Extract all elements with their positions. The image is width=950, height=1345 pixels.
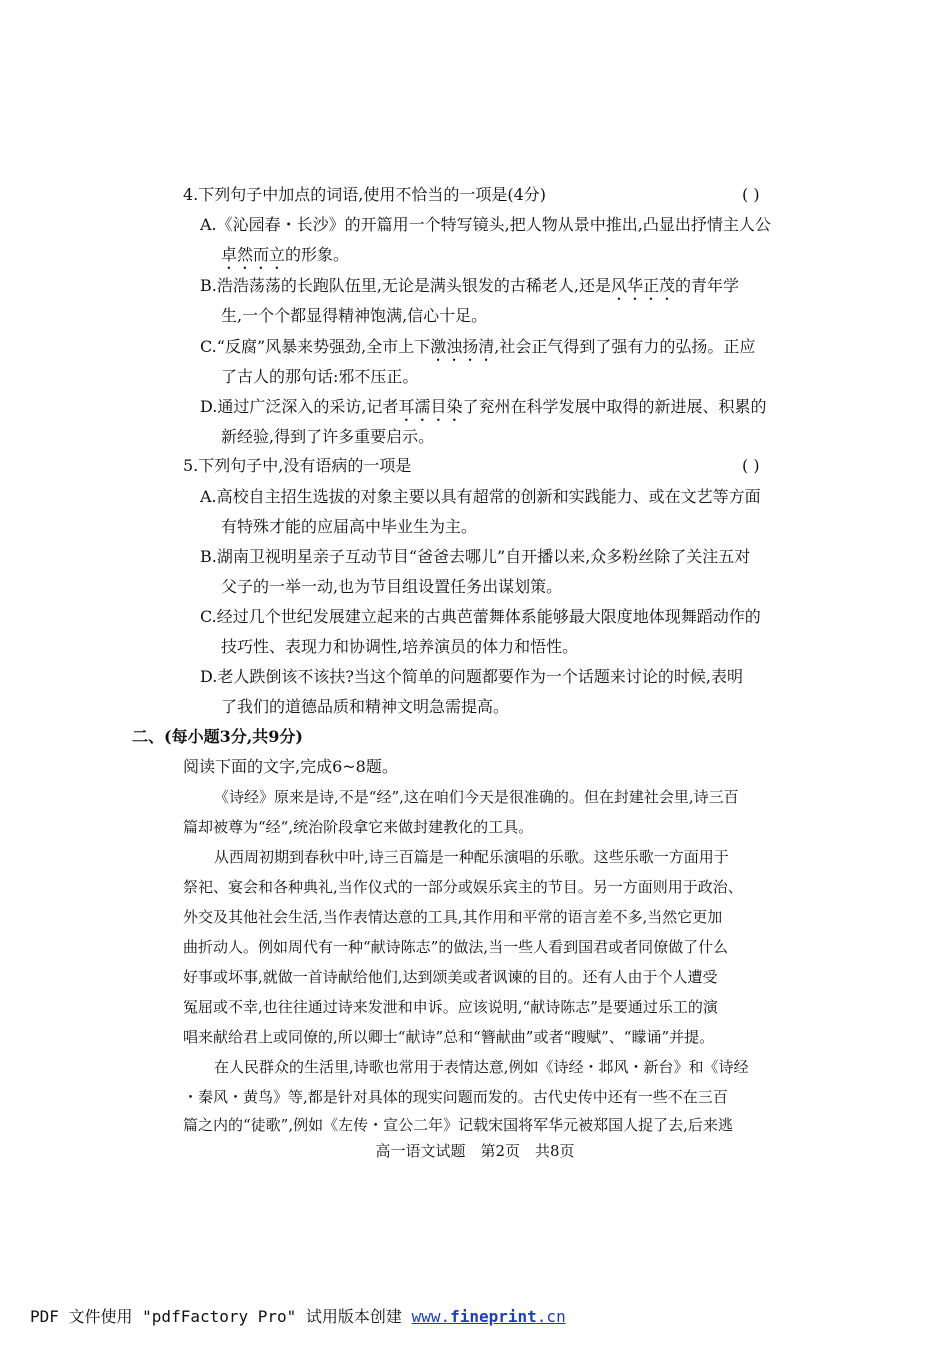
dotted-phrase-c: 激浊扬清 (430, 337, 495, 356)
dotted-phrase-d: 耳濡目染 (398, 397, 463, 416)
question-4-option-a-line2 (221, 244, 349, 273)
link-bold: fineprint (450, 1307, 537, 1326)
question-5-option-a-line2: 有特殊才能的应届高中毕业生为主。 (221, 517, 478, 536)
question-5-option-c-line2: 技巧性、表现力和协调性,培养演员的体力和悟性。 (221, 637, 579, 656)
option-c-prefix: C.“反腐”风暴来势强劲,全市上下 (200, 337, 431, 356)
page-footer: 高一语文试题 第2页 共8页 (375, 1142, 575, 1160)
question-4-option-b (200, 275, 739, 304)
question-5-option-a: A.高校自主招生选拔的对象主要以具有超常的创新和实践能力、或在文艺等方面 (200, 487, 761, 506)
passage-line: 从西周初期到春秋中叶,诗三百篇是一种配乐演唱的乐歌。这些乐歌一方面用于 (214, 848, 729, 866)
passage-line: 篇之内的“徒歌”,例如《左传・宣公二年》记载宋国将军华元被郑国人捉了去,后来逃 (183, 1116, 733, 1134)
question-5-answer-paren: ( ) (742, 456, 760, 475)
passage-line: 唱来献给君上或同僚的,所以卿士“献诗”总和“簪献曲”或者“瞍赋”、“矇诵”并提。 (183, 1028, 715, 1046)
fineprint-link[interactable] (412, 1307, 566, 1326)
passage-line: 曲折动人。例如周代有一种“献诗陈志”的做法,当一些人看到国君或者同僚做了什么 (183, 938, 729, 956)
question-4-stem: 4.下列句子中加点的词语,使用不恰当的一项是(4分) (183, 185, 547, 204)
dotted-phrase-b: 风华正茂 (611, 276, 676, 295)
question-5-option-b-line2: 父子的一举一动,也为节目组设置任务出谋划策。 (221, 577, 563, 596)
question-4-answer-paren: ( ) (742, 185, 760, 204)
question-4-option-d (200, 396, 766, 425)
passage-line: 外交及其他社会生活,当作表情达意的工具,其作用和平常的语言差不多,当然它更加 (183, 908, 723, 926)
question-4-option-a: A.《沁园春・长沙》的开篇用一个特写镜头,把人物从景中推出,凸显出抒情主人公 (200, 215, 771, 234)
option-a-suffix: 的形象。 (285, 245, 350, 264)
question-5-option-b: B.湖南卫视明星亲子互动节目“爸爸去哪儿”自开播以来,众多粉丝除了关注五对 (200, 547, 751, 566)
section-2-instruction: 阅读下面的文字,完成6~8题。 (183, 757, 398, 776)
passage-line: 祭祀、宴会和各种典礼,当作仪式的一部分或娱乐宾主的节目。另一方面则用于政治、 (183, 878, 743, 896)
question-4-option-c-line2: 了古人的那句话:邪不压正。 (221, 367, 419, 386)
question-4-option-b-line2: 生,一个个都显得精神饱满,信心十足。 (221, 306, 488, 325)
option-b-prefix: B.浩浩荡荡的长跑队伍里,无论是满头银发的古稀老人,还是 (200, 276, 612, 295)
passage-line: 好事或坏事,就做一首诗献给他们,达到颂美或者讽谏的目的。还有人由于个人遭受 (183, 968, 718, 986)
question-5-option-c: C.经过几个世纪发展建立起来的古典芭蕾舞体系能够最大限度地体现舞蹈动作的 (200, 607, 761, 626)
link-pre: www. (411, 1307, 451, 1326)
question-5-option-d-line2: 了我们的道德品质和精神文明急需提高。 (221, 697, 510, 716)
passage-line: ・秦风・黄鸟》等,都是针对具体的现实问题而发的。古代史传中还有一些不在三百 (183, 1088, 728, 1106)
option-d-prefix: D.通过广泛深入的采访,记者 (200, 397, 399, 416)
question-4-option-d-line2: 新经验,得到了许多重要启示。 (221, 427, 435, 446)
pdf-watermark (30, 1306, 566, 1328)
option-d-suffix: 了兖州在科学发展中取得的新进展、积累的 (462, 397, 767, 416)
question-5-option-d: D.老人跌倒该不该扶?当这个简单的问题都要作为一个话题来讨论的时候,表明 (200, 667, 744, 686)
option-b-suffix: 的青年学 (675, 276, 740, 295)
passage-line: 冤屈或不幸,也往往通过诗来发泄和申诉。应该说明,“献诗陈志”是要通过乐工的演 (183, 998, 718, 1016)
link-post: .cn (536, 1307, 566, 1326)
option-c-suffix: ,社会正气得到了强有力的弘扬。正应 (494, 337, 756, 356)
dotted-phrase-a: 卓然而立 (221, 245, 286, 264)
passage-line: 篇却被尊为“经“,统治阶段拿它来做封建教化的工具。 (183, 818, 534, 836)
section-2-heading: 二、(每小题3分,共9分) (132, 727, 303, 746)
passage-line: 《诗经》原来是诗,不是“经”,这在咱们今天是很准确的。但在封建社会里,诗三百 (214, 788, 739, 806)
question-5-stem: 5.下列句子中,没有语病的一项是 (183, 456, 412, 475)
passage-line: 在人民群众的生活里,诗歌也常用于表情达意,例如《诗经・邶风・新台》和《诗经 (214, 1058, 749, 1076)
pdf-watermark-text: PDF 文件使用 "pdfFactory Pro" 试用版本创建 (30, 1307, 412, 1326)
question-4-option-c (200, 336, 755, 365)
